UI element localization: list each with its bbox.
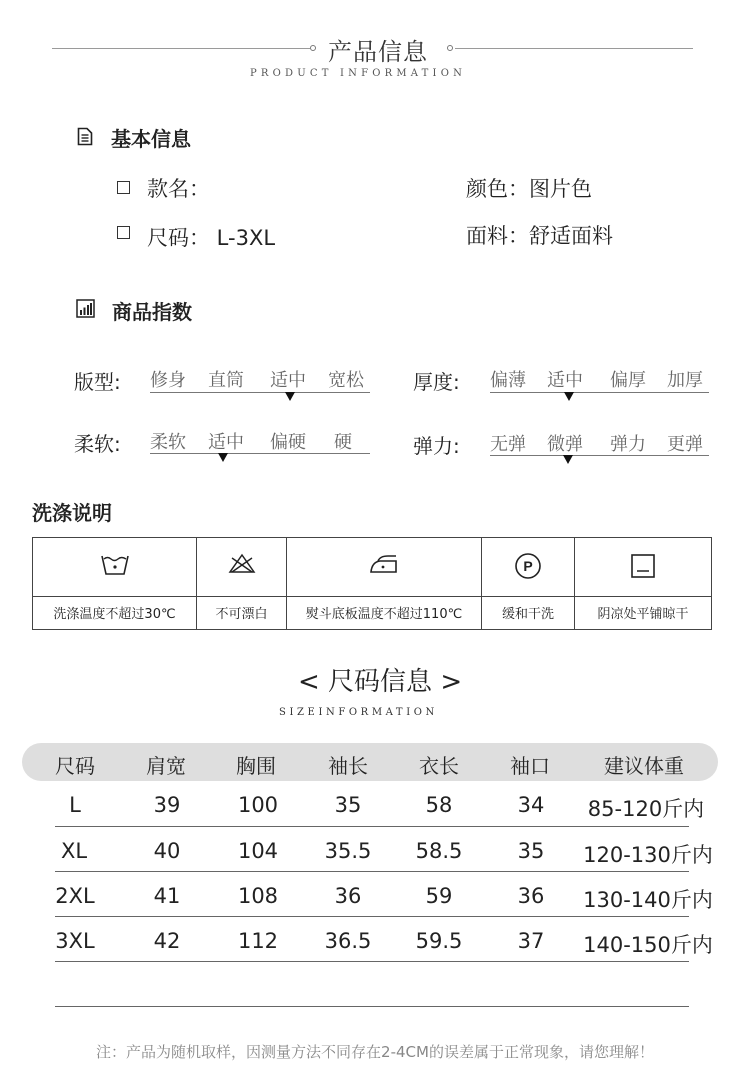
table-cell: 35.5 — [324, 839, 372, 863]
footer-divider — [55, 1006, 689, 1007]
index-label: 柔软: — [74, 432, 121, 456]
table-cell: 36 — [517, 884, 545, 908]
index-option: 硬 — [334, 432, 352, 453]
fabric-label: 面料：舒适面料 — [466, 224, 613, 248]
index-option: 弹力 — [610, 434, 646, 455]
washing-text: 洗涤温度不超过30℃ — [53, 607, 176, 622]
washing-title: 洗涤说明 — [32, 501, 112, 525]
index-option: 修身 — [150, 370, 186, 391]
table-cell: 40 — [153, 839, 181, 863]
index-label: 版型: — [74, 370, 121, 394]
table-cell: 104 — [237, 839, 279, 863]
table-cell: 140-150斤内 — [583, 933, 713, 957]
header-line-left — [52, 48, 310, 49]
size-checkbox — [117, 226, 130, 239]
table-cell: 58.5 — [415, 839, 463, 863]
table-cell: 41 — [153, 884, 181, 908]
index-option-selected: 适中 — [547, 370, 583, 391]
table-row-divider — [55, 916, 689, 917]
size-info-title: < 尺码信息 > — [298, 667, 463, 697]
table-cell: 42 — [153, 929, 181, 953]
size-table-header: 袖口 — [510, 754, 550, 778]
table-cell: 85-120斤内 — [587, 797, 705, 821]
index-option-selected: 适中 — [208, 432, 244, 453]
table-row-divider — [55, 826, 689, 827]
table-cell: 35 — [517, 839, 545, 863]
index-option: 加厚 — [667, 370, 703, 391]
size-table-header: 衣长 — [419, 754, 459, 778]
indices-title: 商品指数 — [112, 300, 192, 324]
size-table-header: 尺码 — [55, 754, 95, 778]
size-table-header: 建议体重 — [604, 754, 684, 778]
style-name-label: 款名： — [147, 177, 210, 201]
table-cell: 36.5 — [324, 929, 372, 953]
washing-cell — [33, 538, 196, 629]
size-table-header: 袖长 — [328, 754, 368, 778]
washing-text: 缓和干洗 — [501, 607, 554, 622]
table-cell: 59.5 — [415, 929, 463, 953]
no-bleach-icon — [227, 552, 257, 576]
style-checkbox — [117, 181, 130, 194]
table-cell: 100 — [237, 793, 279, 817]
index-scale-line — [150, 453, 370, 454]
index-marker-icon — [564, 392, 574, 401]
washing-table — [32, 537, 712, 630]
table-cell: 59 — [425, 884, 453, 908]
header-title: 产品信息 — [328, 38, 428, 66]
svg-text:P: P — [523, 558, 533, 574]
index-label: 厚度: — [413, 370, 460, 394]
header-dot-right — [447, 45, 453, 51]
size-range-label: 尺码： L-3XL — [147, 226, 276, 250]
table-cell: L — [69, 793, 81, 817]
table-cell: 39 — [153, 793, 181, 817]
index-scale-line — [490, 392, 709, 393]
index-scale-line — [150, 392, 370, 393]
table-cell: 2XL — [55, 884, 95, 908]
table-cell: 112 — [237, 929, 279, 953]
size-table-header: 胸围 — [236, 754, 276, 778]
table-cell: 108 — [237, 884, 279, 908]
color-label: 颜色：图片色 — [466, 177, 592, 201]
table-cell: 120-130斤内 — [583, 843, 713, 867]
table-cell: 130-140斤内 — [583, 888, 713, 912]
index-option: 偏硬 — [270, 432, 306, 453]
header-line-right — [455, 48, 693, 49]
bar-chart-icon — [76, 299, 95, 318]
index-option-selected: 适中 — [270, 370, 306, 391]
index-option-selected: 微弹 — [547, 434, 583, 455]
index-marker-icon — [218, 453, 228, 462]
table-cell: 36 — [334, 884, 362, 908]
index-scale-line — [490, 455, 709, 456]
table-cell: 34 — [517, 793, 545, 817]
wash-30-icon — [100, 552, 130, 578]
shade-dry-flat-icon — [628, 552, 658, 580]
table-cell: 35 — [334, 793, 362, 817]
header-dot-left — [310, 45, 316, 51]
washing-cell — [574, 538, 711, 629]
table-row-divider — [55, 871, 689, 872]
basic-info-title: 基本信息 — [111, 127, 191, 151]
washing-text: 熨斗底板温度不超过110℃ — [305, 607, 463, 622]
index-option: 偏厚 — [610, 370, 646, 391]
header-subtitle: PRODUCT INFORMATION — [250, 68, 467, 79]
index-marker-icon — [285, 392, 295, 401]
washing-cell — [481, 538, 574, 629]
index-marker-icon — [563, 455, 573, 464]
size-table-header: 肩宽 — [146, 754, 186, 778]
washing-cell — [196, 538, 286, 629]
index-option: 偏薄 — [490, 370, 526, 391]
iron-icon — [368, 552, 400, 576]
washing-cell — [286, 538, 481, 629]
index-option: 宽松 — [328, 370, 364, 391]
washing-text: 不可漂白 — [215, 607, 268, 622]
washing-text: 阴凉处平铺晾干 — [597, 607, 689, 622]
measurement-note: 注：产品为随机取样，因测量方法不同存在2-4CM的误差属于正常现象，请您理解！ — [96, 1043, 654, 1061]
table-cell: XL — [60, 839, 88, 863]
table-row-divider — [55, 961, 689, 962]
table-cell: 37 — [517, 929, 545, 953]
index-option: 直筒 — [208, 370, 244, 391]
size-info-subtitle: SIZEINFORMATION — [279, 707, 438, 718]
index-option: 无弹 — [490, 434, 526, 455]
index-option: 更弹 — [667, 434, 703, 455]
table-cell: 3XL — [55, 929, 95, 953]
index-label: 弹力: — [413, 434, 460, 458]
index-option: 柔软 — [150, 432, 186, 453]
dry-clean-p-icon — [513, 552, 543, 580]
document-icon — [77, 127, 93, 146]
table-cell: 58 — [425, 793, 453, 817]
